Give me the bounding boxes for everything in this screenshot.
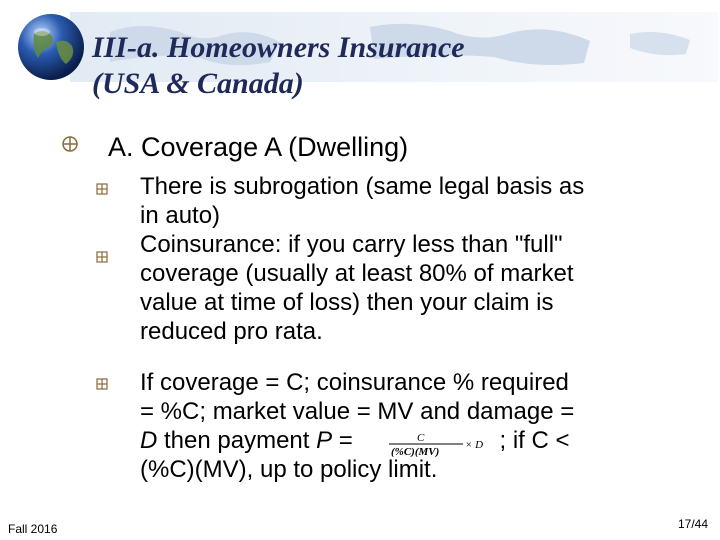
- footer-date: Fall 2016: [8, 522, 58, 536]
- bullet-payment-formula: [140, 368, 574, 484]
- square-cross-bullet-icon: [96, 250, 108, 262]
- text: =: [332, 427, 360, 454]
- payment-formula: [359, 431, 499, 457]
- bullet-line: value at time of loss) then your claim is: [140, 289, 554, 316]
- formula-numerator: C: [417, 431, 425, 444]
- slide-number: 17/44: [677, 517, 708, 531]
- bullet-line: (%C)(MV), up to policy limit.: [140, 456, 438, 483]
- section-heading: A. Coverage A (Dwelling): [108, 132, 409, 162]
- diamond-cross-bullet-icon: [62, 136, 78, 152]
- globe-icon: [16, 12, 86, 82]
- square-cross-bullet-icon: [96, 182, 108, 194]
- bullet-line: in auto): [140, 202, 221, 229]
- bullet-line: = %C; market value = MV and damage =: [140, 398, 575, 425]
- var-p: P: [316, 427, 333, 454]
- bullet-line: coverage (usually at least 80% of market: [140, 260, 574, 287]
- bullet-line: reduced pro rata.: [140, 318, 323, 345]
- formula-times: × D: [465, 438, 484, 451]
- bullet-coinsurance: [140, 230, 574, 346]
- text: then payment: [157, 427, 317, 454]
- title-line-1: III-a. Homeowners Insurance: [92, 31, 465, 64]
- bullet-line: There is subrogation (same legal basis as: [140, 173, 585, 200]
- var-d: D: [140, 427, 158, 454]
- bullet-line-formula: [140, 426, 574, 455]
- slide-title: [92, 30, 465, 102]
- title-line-2: (USA & Canada): [92, 67, 304, 100]
- bullet-line: Coinsurance: if you carry less than "full": [140, 231, 563, 258]
- square-cross-bullet-icon: [96, 377, 108, 389]
- text: ; if C <: [499, 427, 570, 454]
- bullet-subrogation: [140, 172, 584, 230]
- formula-denominator: (%C)(MV): [391, 445, 440, 457]
- bullet-line: If coverage = C; coinsurance % required: [140, 369, 569, 396]
